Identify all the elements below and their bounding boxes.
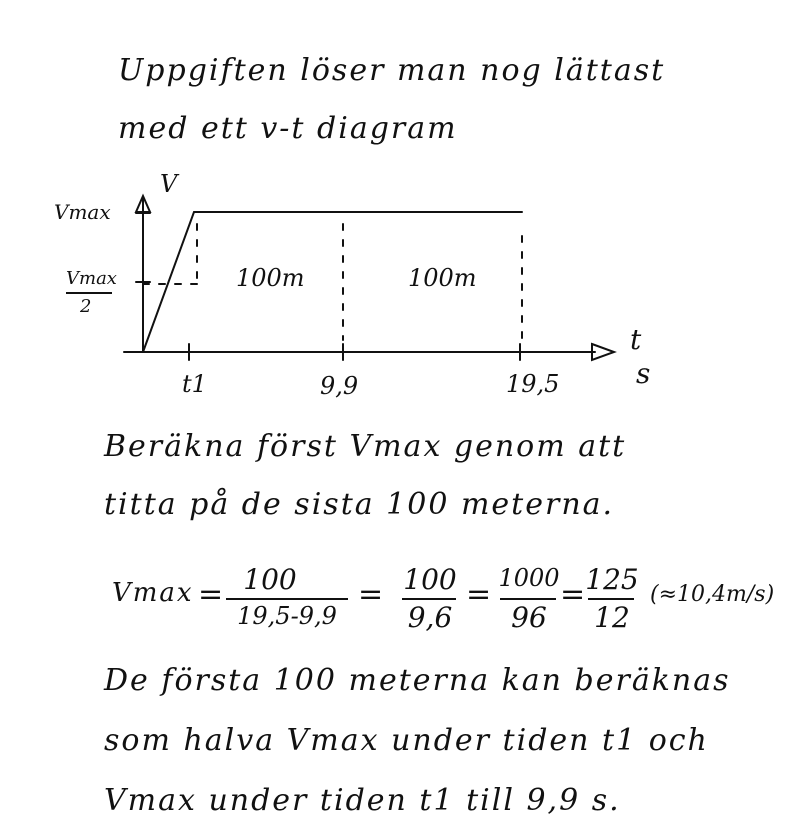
intro-line-1: Uppgiften löser man nog lättast bbox=[118, 53, 666, 88]
fraction-4-denominator: 12 bbox=[594, 601, 630, 634]
t-mid-label: 9,9 bbox=[320, 372, 359, 400]
equation-approx: (≈10,4m/s) bbox=[650, 582, 775, 607]
fraction-3-numerator: 1000 bbox=[498, 564, 560, 592]
step2-line-2: som halva Vmax under tiden t1 och bbox=[104, 723, 709, 758]
equation-eq-2: = bbox=[358, 577, 386, 612]
fraction-1-bar bbox=[226, 598, 348, 600]
half-vmax-numerator: Vmax bbox=[66, 268, 117, 289]
t-end-label: 19,5 bbox=[506, 370, 560, 398]
fraction-4-bar bbox=[588, 598, 634, 600]
fraction-3-denominator: 96 bbox=[511, 601, 547, 634]
fraction-4-numerator: 125 bbox=[585, 563, 639, 596]
area-2-label: 100m bbox=[408, 264, 477, 292]
fraction-1-numerator: 100 bbox=[243, 563, 297, 596]
equation-eq-1: = bbox=[198, 577, 226, 612]
equation-eq-3: = bbox=[466, 577, 494, 612]
step1-line-1: Beräkna först Vmax genom att bbox=[104, 429, 627, 464]
fraction-2-bar bbox=[402, 598, 456, 600]
fraction-1-denominator: 19,5-9,9 bbox=[237, 602, 337, 630]
t1-label: t1 bbox=[182, 370, 207, 398]
half-vmax-denominator: 2 bbox=[80, 296, 92, 317]
t-axis-label: t bbox=[630, 323, 642, 356]
step2-line-3: Vmax under tiden t1 till 9,9 s. bbox=[104, 783, 621, 818]
fraction-2-numerator: 100 bbox=[403, 563, 457, 596]
fraction-3-bar bbox=[500, 598, 556, 600]
vmax-label: Vmax bbox=[54, 200, 111, 224]
half-vmax-bar bbox=[66, 292, 112, 294]
equation-lhs: Vmax bbox=[112, 578, 194, 608]
fraction-2-denominator: 9,6 bbox=[407, 601, 453, 634]
step2-line-1: De första 100 meterna kan beräknas bbox=[104, 663, 731, 698]
equation-eq-4: = bbox=[560, 577, 588, 612]
intro-line-2: med ett v-t diagram bbox=[118, 111, 458, 146]
v-axis-label: V bbox=[160, 170, 178, 198]
area-1-label: 100m bbox=[236, 264, 305, 292]
step1-line-2: titta på de sista 100 meterna. bbox=[104, 487, 615, 522]
t-unit-label: s bbox=[636, 357, 651, 390]
